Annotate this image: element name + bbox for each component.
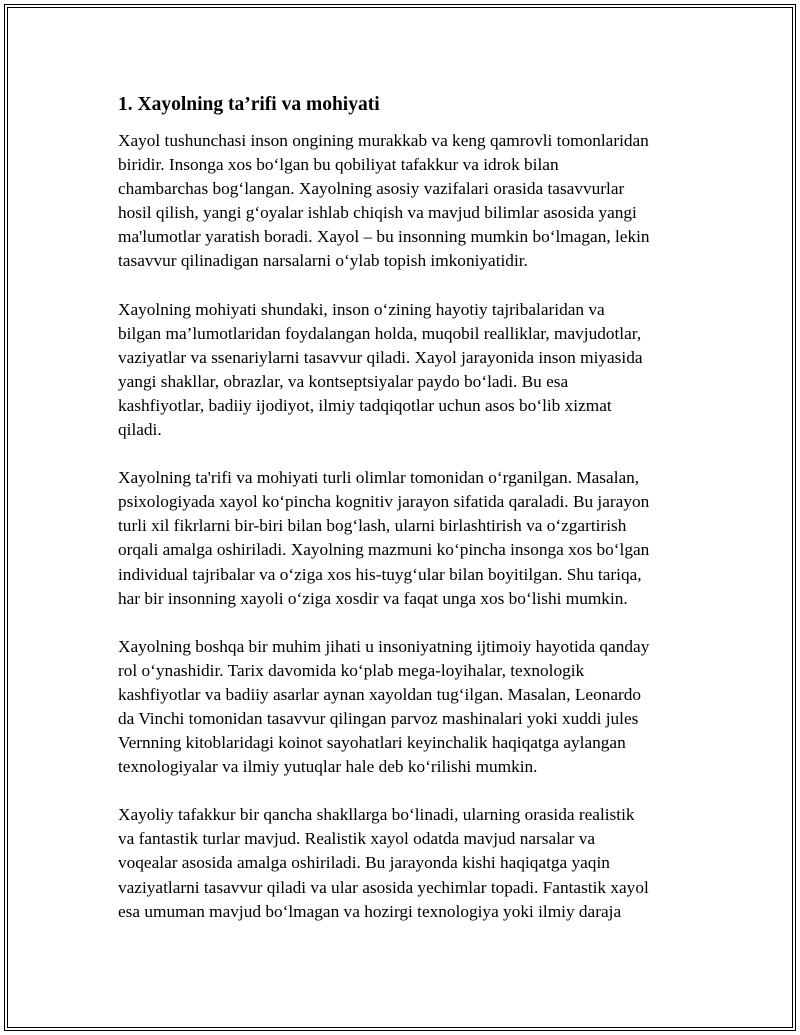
paragraph-line: kashfiyotlar va badiiy asarlar aynan xayoldan tug‘ilgan. Masalan, Leonardo bbox=[118, 684, 642, 704]
paragraph-line: Xayoliy tafakkur bir qancha shakllarga bo‘linadi, ularning orasida realistik bbox=[118, 805, 635, 825]
paragraph-line: esa umuman mavjud bo‘lmagan va hozirgi texnologiya yoki ilmiy daraja bbox=[118, 901, 622, 921]
paragraph-line: voqealar asosida amalga oshiriladi. Bu jarayonda kishi haqiqatga yaqin bbox=[118, 853, 610, 873]
paragraph-line: individual tajribalar va o‘ziga xos his-tuyg‘ular bilan boyitilgan. Shu tariqa, bbox=[118, 564, 642, 584]
paragraph-line: turli xil fikrlarni bir-biri bilan bog‘lash, ularni birlashtirish va o‘zgartirish bbox=[118, 516, 627, 536]
paragraph-3 bbox=[118, 466, 698, 611]
paragraph-line: psixologiyada xayol ko‘pincha kognitiv jarayon sifatida qaraladi. Bu jarayon bbox=[118, 492, 650, 512]
paragraph-line: ma'lumotlar yaratish boradi. Xayol – bu insonning mumkin bo‘lmagan, lekin bbox=[118, 227, 650, 247]
paragraph-line: va fantastik turlar mavjud. Realistik xayol odatda mavjud narsalar va bbox=[118, 829, 596, 849]
paragraph-line: vaziyatlar va ssenariylarni tasavvur qiladi. Xayol jarayonida inson miyasida bbox=[118, 347, 643, 367]
paragraph-line: tasavvur qilinadigan narsalarni o‘ylab topish imkoniyatidir. bbox=[118, 251, 528, 271]
paragraph-line: qiladi. bbox=[118, 420, 162, 440]
paragraph-line: bilgan ma’lumotlaridan foydalangan holda, muqobil realliklar, mavjudotlar, bbox=[118, 323, 642, 343]
document-body bbox=[118, 92, 698, 948]
paragraph-line: rol o‘ynashidir. Tarix davomida ko‘plab mega-loyihalar, texnologik bbox=[118, 660, 585, 680]
paragraph-line: Xayolning ta'rifi va mohiyati turli olimlar tomonidan o‘rganilgan. Masalan, bbox=[118, 468, 640, 488]
paragraph-line: Vernning kitoblaridagi koinot sayohatlari keyinchalik haqiqatga aylangan bbox=[118, 733, 626, 753]
paragraph-5 bbox=[118, 803, 698, 923]
paragraph-line: Xayolning mohiyati shundaki, inson o‘zining hayotiy tajribalaridan va bbox=[118, 299, 605, 319]
paragraph-line: kashfiyotlar, badiiy ijodiyot, ilmiy tadqiqotlar uchun asos bo‘lib xizmat bbox=[118, 395, 612, 415]
paragraph-line: orqali amalga oshiriladi. Xayolning mazmuni ko‘pincha insonga xos bo‘lgan bbox=[118, 540, 650, 560]
paragraph-line: Xayol tushunchasi inson ongining murakkab va keng qamrovli tomonlaridan bbox=[118, 131, 649, 150]
section-heading: 1. Xayolning ta’rifi va mohiyati bbox=[118, 94, 380, 115]
paragraph-line: yangi shakllar, obrazlar, va kontseptsiyalar paydo bo‘ladi. Bu esa bbox=[118, 371, 569, 391]
paragraph-line: da Vinchi tomonidan tasavvur qilingan parvoz mashinalari yoki xuddi jules bbox=[118, 708, 639, 728]
paragraph-line: Xayolning boshqa bir muhim jihati u insoniyatning ijtimoiy hayotida qanday bbox=[118, 636, 650, 656]
paragraph-line: biridir. Insonga xos bo‘lgan bu qobiliyat tafakkur va idrok bilan bbox=[118, 155, 559, 175]
paragraph-line: texnologiyalar va ilmiy yutuqlar hale deb ko‘rilishi mumkin. bbox=[118, 757, 538, 777]
paragraph-line: chambarchas bog‘langan. Xayolning asosiy vazifalari orasida tasavvurlar bbox=[118, 179, 625, 199]
paragraph-line: hosil qilish, yangi g‘oyalar ishlab chiqish va mavjud bilimlar asosida yangi bbox=[118, 203, 637, 223]
paragraph-line: vaziyatlarni tasavvur qiladi va ular asosida yechimlar topadi. Fantastik xayol bbox=[118, 877, 649, 897]
paragraph-4 bbox=[118, 635, 698, 780]
paragraph-line: har bir insonning xayoli o‘ziga xosdir va faqat unga xos bo‘lishi mumkin. bbox=[118, 588, 628, 608]
paragraph-2 bbox=[118, 298, 698, 443]
paragraph-1 bbox=[118, 129, 698, 274]
